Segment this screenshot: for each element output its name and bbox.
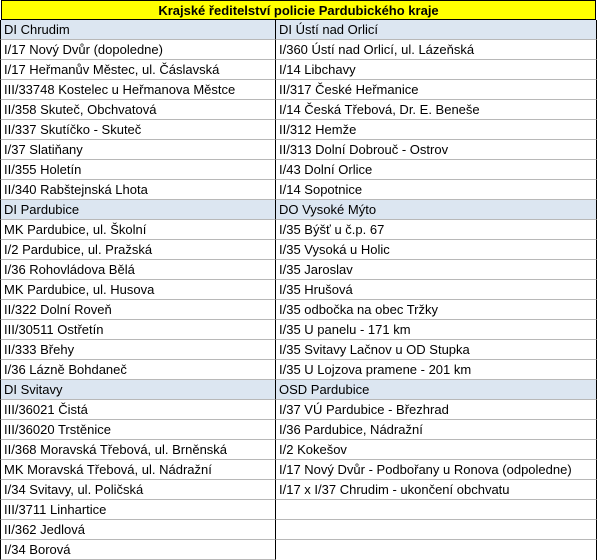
right-location-cell[interactable]: I/2 Kokešov xyxy=(276,440,597,460)
right-section-header[interactable]: DI Ústí nad Orlicí xyxy=(276,20,597,40)
right-column xyxy=(276,20,597,560)
right-location-cell[interactable]: I/35 Jaroslav xyxy=(276,260,597,280)
right-location-cell[interactable]: I/36 Pardubice, Nádražní xyxy=(276,420,597,440)
left-location-cell[interactable]: I/36 Lázně Bohdaneč xyxy=(0,360,276,380)
sheet-title[interactable]: Krajské ředitelství policie Pardubického kraje xyxy=(1,0,596,20)
left-location-cell[interactable]: II/333 Břehy xyxy=(0,340,276,360)
left-location-cell[interactable]: II/322 Dolní Roveň xyxy=(0,300,276,320)
left-location-cell[interactable]: MK Pardubice, ul. Husova xyxy=(0,280,276,300)
right-location-cell[interactable]: I/14 Sopotnice xyxy=(276,180,597,200)
right-location-cell[interactable]: I/360 Ústí nad Orlicí, ul. Lázeňská xyxy=(276,40,597,60)
left-location-cell[interactable]: MK Pardubice, ul. Školní xyxy=(0,220,276,240)
right-location-cell[interactable]: I/43 Dolní Orlice xyxy=(276,160,597,180)
right-location-cell[interactable]: I/35 odbočka na obec Tržky xyxy=(276,300,597,320)
right-location-cell[interactable]: I/17 Nový Dvůr - Podbořany u Ronova (odpoledne) xyxy=(276,460,597,480)
left-location-cell[interactable]: I/2 Pardubice, ul. Pražská xyxy=(0,240,276,260)
right-location-cell[interactable]: I/17 x I/37 Chrudim - ukončení obchvatu xyxy=(276,480,597,500)
left-location-cell[interactable]: III/36020 Trstěnice xyxy=(0,420,276,440)
right-location-cell[interactable]: I/14 Libchavy xyxy=(276,60,597,80)
right-location-cell[interactable]: I/35 Svitavy Lačnov u OD Stupka xyxy=(276,340,597,360)
left-location-cell[interactable]: II/355 Holetín xyxy=(0,160,276,180)
left-location-cell[interactable]: III/3711 Linhartice xyxy=(0,500,276,520)
left-section-header[interactable]: DI Pardubice xyxy=(0,200,276,220)
left-section-header[interactable]: DI Svitavy xyxy=(0,380,276,400)
left-location-cell[interactable]: II/368 Moravská Třebová, ul. Brněnská xyxy=(0,440,276,460)
left-location-cell[interactable]: II/362 Jedlová xyxy=(0,520,276,540)
right-location-cell[interactable]: I/14 Česká Třebová, Dr. E. Beneše xyxy=(276,100,597,120)
left-location-cell[interactable]: II/358 Skuteč, Obchvatová xyxy=(0,100,276,120)
right-location-cell[interactable]: I/35 Býšť u č.p. 67 xyxy=(276,220,597,240)
right-location-cell[interactable]: I/35 Vysoká u Holic xyxy=(276,240,597,260)
left-location-cell[interactable]: III/36021 Čistá xyxy=(0,400,276,420)
left-column xyxy=(0,20,276,560)
left-location-cell[interactable]: MK Moravská Třebová, ul. Nádražní xyxy=(0,460,276,480)
left-location-cell[interactable]: I/36 Rohovládova Bělá xyxy=(0,260,276,280)
left-location-cell[interactable]: I/34 Svitavy, ul. Poličská xyxy=(0,480,276,500)
right-empty-cell[interactable] xyxy=(276,520,597,540)
left-location-cell[interactable]: I/17 Nový Dvůr (dopoledne) xyxy=(0,40,276,60)
right-empty-cell[interactable] xyxy=(276,500,597,520)
left-location-cell[interactable]: I/34 Borová xyxy=(0,540,276,560)
right-location-cell[interactable]: I/37 VÚ Pardubice - Březhrad xyxy=(276,400,597,420)
right-location-cell[interactable]: I/35 U panelu - 171 km xyxy=(276,320,597,340)
right-location-cell[interactable]: II/312 Hemže xyxy=(276,120,597,140)
left-location-cell[interactable]: I/17 Heřmanův Městec, ul. Čáslavská xyxy=(0,60,276,80)
left-location-cell[interactable]: III/33748 Kostelec u Heřmanova Městce xyxy=(0,80,276,100)
right-location-cell[interactable]: I/35 U Lojzova pramene - 201 km xyxy=(276,360,597,380)
right-location-cell[interactable]: II/317 České Heřmanice xyxy=(276,80,597,100)
right-location-cell[interactable]: I/35 Hrušová xyxy=(276,280,597,300)
left-location-cell[interactable]: I/37 Slatiňany xyxy=(0,140,276,160)
right-location-cell[interactable]: II/313 Dolní Dobrouč - Ostrov xyxy=(276,140,597,160)
left-location-cell[interactable]: II/337 Skutíčko - Skuteč xyxy=(0,120,276,140)
left-section-header[interactable]: DI Chrudim xyxy=(0,20,276,40)
left-location-cell[interactable]: III/30511 Ostřetín xyxy=(0,320,276,340)
right-section-header[interactable]: OSD Pardubice xyxy=(276,380,597,400)
left-location-cell[interactable]: II/340 Rabštejnská Lhota xyxy=(0,180,276,200)
right-section-header[interactable]: DO Vysoké Mýto xyxy=(276,200,597,220)
right-empty-cell[interactable] xyxy=(276,540,597,560)
